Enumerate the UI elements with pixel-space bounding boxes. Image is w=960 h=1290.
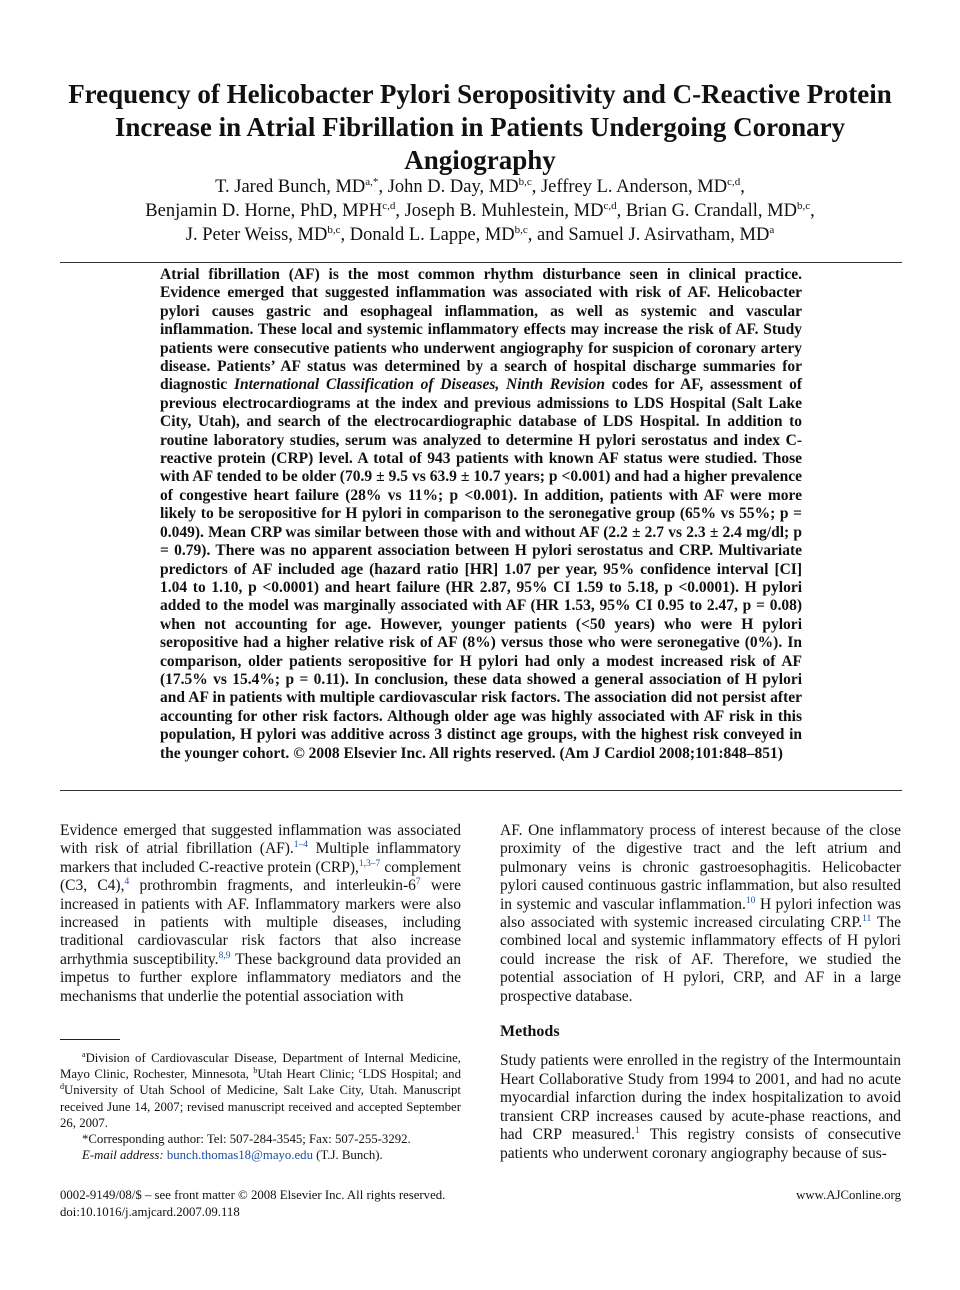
email-footnote: E-mail address: bunch.thomas18@mayo.edu (T.J. Bunch). (82, 1148, 383, 1163)
citation-link[interactable]: 7 (415, 877, 421, 888)
affiliation-marker: b,c (327, 224, 341, 236)
citation-link[interactable]: 11 (862, 914, 872, 925)
author-line-1 (60, 175, 900, 199)
methods-heading: Methods (500, 1023, 560, 1041)
author-name: , John D. Day, MD (378, 177, 519, 197)
footnotes (60, 1050, 461, 1163)
copyright-citation: © 2008 Elsevier Inc. All rights reserved. (Am J Cardiol 2008;101:848–851) (293, 744, 783, 762)
abstract: Atrial fibrillation (AF) is the most common rhythm disturbance seen in clinical practice. Evidence emerged that suggested inflammation was associated with risk of AF. Helicobacter pylori causes gastric and esophageal inflammation, as well as systemic and vascular inflammation. These local and systemic inflammatory effects may increase the risk of AF. Study patients were consecutive patients who underwent angiography for suspicion of coronary artery disease. Patients’ AF status was determined by a search of hospital discharge summaries for diagnostic International Classification of Diseases, Ninth Revision codes for AF, assessment of previous electrocardiograms at the index and previous admissions to LDS Hospital (Salt Lake City, Utah), and search of the electrocardiographic database of LDS Hospital. In addition to routine laboratory studies, serum was analyzed to determine H pylori serostatus and index C-reactive protein (CRP) level. A total of 943 patients with known AF status were studied. Those with AF tended to be older (70.9 ± 9.5 vs 63.9 ± 10.7 years; p <0.001) and had a higher prevalence of congestive heart failure (28% vs 11%; p <0.001). In addition, patients with AF were more likely to be seropositive for H pylori in comparison to the seronegative group (65% vs 55%; p = 0.049). Mean CRP was similar between those with and without AF (2.2 ± 2.7 vs 2.3 ± 2.4 mg/dl; p = 0.79). There was no apparent association between H pylori serostatus and CRP. Multivariate predictors of AF included age (hazard ratio [HR] 1.07 per year, 95% confidence interval [CI] 1.04 to 1.10, p <0.0001) and heart failure (HR 2.87, 95% CI 1.59 to 5.18, p <0.0001). H pylori added to the model was marginally associated with AF (HR 1.53, 95% CI 0.95 to 2.47, p = 0.08) when not accounting for age. However, younger patients (<50 years) who were H pylori seropositive had a higher relative risk of AF (8%) versus those who were seronegative (0%). In comparison, older patients seropositive for H pylori had only a modest increased risk of AF (17.5% vs 15.4%; p = 0.11). In conclusion, these data showed a general association of H pylori and AF in patients with multiple cardiovascular risk factors. The association did not persist after accounting for other risk factors. Although older age was highly associated with AF risk in this population, H pylori was additive across 3 distinct age groups, with the highest risk conveyed in the younger cohort. © 2008 Elsevier Inc. All rights reserved. (Am J Cardiol 2008;101:848–851) (160, 266, 802, 762)
citation-link[interactable]: 8,9 (218, 950, 231, 961)
affiliation-marker: b,c (518, 176, 532, 188)
doi-line[interactable]: doi:10.1016/j.amjcard.2007.09.118 (60, 1205, 240, 1219)
citation-link[interactable]: 10 (745, 895, 756, 906)
citation-link[interactable]: 1,3–7 (358, 858, 381, 869)
affiliations-footnote: $^a$Division of Cardiovascular Disease, Department of Internal Medicine, Mayo Clinic, Rochester, Minnesota, $^b$Utah Heart Clinic; $^c$LDS Hospital; and $^d$University of Utah School of Medicine, Salt Lake City, Utah. Manuscript received June 14, 2007; revised manuscript received and accepted September 26, 2007. (60, 1050, 461, 1130)
citation-link[interactable]: 1 (634, 1126, 640, 1137)
issn-line: 0002-9149/08/$ – see front matter © 2008 Elsevier Inc. All rights reserved. (60, 1188, 446, 1202)
author-name: , Jeffrey L. Anderson, MD (531, 177, 728, 197)
email-link[interactable]: bunch.thomas18@mayo.edu (166, 1148, 313, 1163)
author-list (60, 175, 900, 247)
body-paragraph: AF. One inflammatory process of interest because of the close proximity of the digestive tract and the left atrium and pulmonary veins is chronic gastroesophagitis. Helicobacter pylori caused continuous gastric inflammation, but also resulted in systemic and vascular inflammation.$^{10}$ H pylori infection was also associated with systemic increased circulating CRP.$^{11}$ The combined local and systemic inflammatory effects of H pylori could increase the risk of AF. Therefore, we studied the potential association of H pylori, CRP, and AF in a large prospective database. (500, 822, 901, 1005)
author-line-3 (60, 223, 900, 247)
body-column-left (60, 822, 461, 1006)
author-name: , Donald L. Lappe, MD (340, 225, 515, 245)
body-paragraph: Evidence emerged that suggested inflammation was associated with risk of atrial fibrillation (AF).$^{1-4}$ Multiple inflammatory markers that included C-reactive protein (CRP),$^{1,3-7}$ complement (C3, C4),$^4$ prothrombin fragments, and interleukin-$6^7$ were increased in patients with AF. Inflammatory markers were also increased in patients with multiple diseases, including traditional cardiovascular risk factors that also increase arrhythmia susceptibility.$^{8,9}$ These background data provided an impetus to further explore inflammatory mediators and the mechanisms that underlie the potential association with (60, 822, 461, 1005)
affiliation-marker: b,c (796, 200, 811, 212)
citation-link[interactable]: 1–4 (293, 840, 309, 851)
journal-website[interactable]: www.AJConline.org (796, 1188, 901, 1202)
author-name: T. Jared Bunch, MD (215, 177, 366, 197)
affiliation-marker: c,d (727, 176, 741, 188)
affiliation-marker: a,* (365, 176, 379, 188)
body-column-right (500, 822, 901, 1163)
article-title: Frequency of Helicobacter Pylori Seropositivity and C-Reactive Protein Increase in Atrial Fibrillation in Patients Undergoing Coronary Angiography (68, 79, 892, 176)
author-name: , Joseph B. Muhlestein, MD (395, 201, 604, 221)
affiliation-marker: c,d (382, 200, 396, 212)
author-name: , and Samuel J. Asirvatham, MD (527, 225, 770, 245)
abstract-bottom-rule (60, 790, 902, 791)
footer-left (60, 1187, 445, 1221)
abstract-top-rule (60, 262, 902, 263)
affiliation-marker: a (769, 224, 775, 236)
author-separator: , (810, 201, 815, 221)
citation-link[interactable]: 4 (124, 877, 130, 888)
affiliation-marker: c,d (603, 200, 617, 212)
corresponding-author: *Corresponding author: Tel: 507-284-3545; Fax: 507-255-3292. (82, 1132, 411, 1147)
author-separator: , (740, 177, 745, 197)
methods-paragraph: Study patients were enrolled in the registry of the Intermountain Heart Collaborative Study from 1994 to 2001, and had no acute myocardial infarction during the index hospitalization to avoid transient CRP increases caused by acute-phase reactions, and had CRP measured.$^1$ This registry consists of consecutive patients who underwent coronary angiography because of sus- (500, 1052, 901, 1162)
author-line-2 (60, 199, 900, 223)
author-name: , Brian G. Crandall, MD (616, 201, 797, 221)
author-name: Benjamin D. Horne, PhD, MPH (145, 201, 383, 221)
footnote-rule (60, 1039, 120, 1040)
affiliation-marker: b,c (514, 224, 528, 236)
author-name: J. Peter Weiss, MD (185, 225, 328, 245)
